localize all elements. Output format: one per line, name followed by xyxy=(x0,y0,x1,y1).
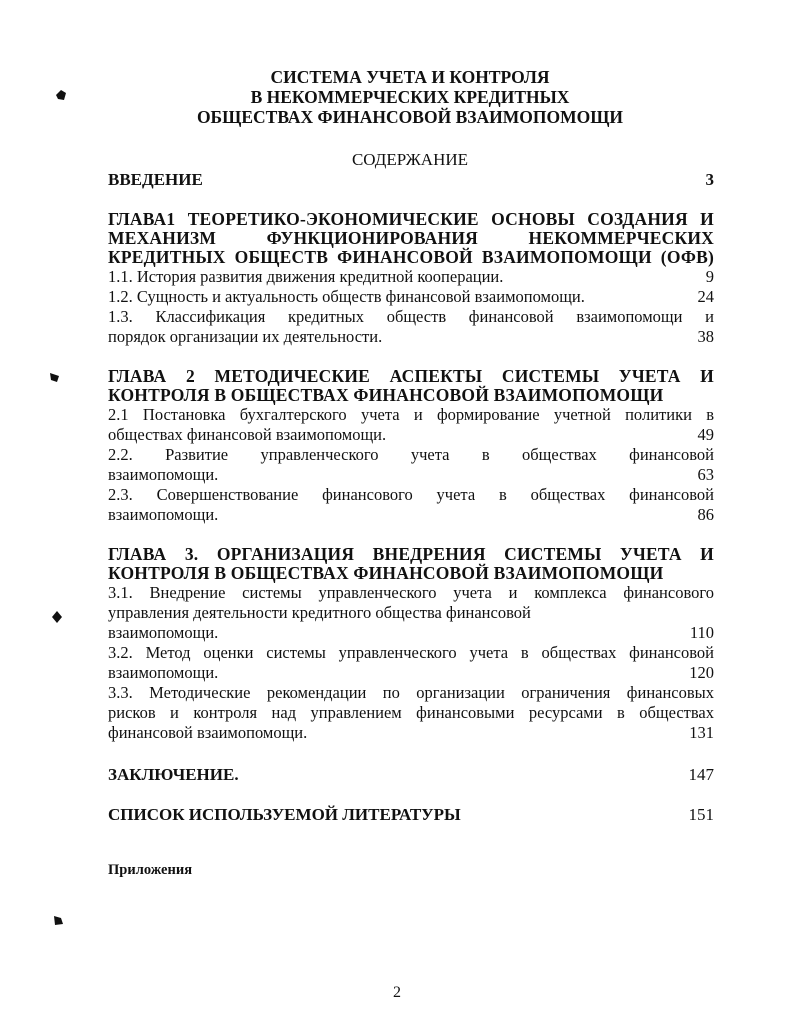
toc-page-number: 120 xyxy=(689,663,714,682)
chapter-title-line: КОНТРОЛЯ В ОБЩЕСТВАХ ФИНАНСОВОЙ ВЗАИМОПОМОЩИ xyxy=(108,385,664,405)
toc-references xyxy=(108,805,714,825)
toc-page-number: 3 xyxy=(705,170,714,189)
toc-label: 3.3. Методические рекомендации по организации ограничения финансовых xyxy=(108,683,714,702)
binder-hole-mark xyxy=(48,370,62,384)
binder-hole-mark xyxy=(50,610,64,624)
toc-label: обществах финансовой взаимопомощи. xyxy=(108,425,387,444)
toc-label: СПИСОК ИСПОЛЬЗУЕМОЙ ЛИТЕРАТУРЫ xyxy=(108,805,461,824)
toc-label: 2.3. Совершенствование финансового учета в обществах финансовой xyxy=(108,485,714,504)
document-title xyxy=(110,67,710,127)
toc-page-number: 38 xyxy=(697,327,714,346)
title-line: СИСТЕМА УЧЕТА И КОНТРОЛЯ xyxy=(270,67,550,87)
toc-introduction xyxy=(108,170,714,190)
title-line: ОБЩЕСТВАХ ФИНАНСОВОЙ ВЗАИМОПОМОЩИ xyxy=(196,107,624,127)
toc-section xyxy=(108,405,714,445)
toc-label: взаимопомощи. xyxy=(108,465,219,484)
toc-page-number: 147 xyxy=(688,765,714,784)
toc-section xyxy=(108,287,714,307)
chapter-title-line: ГЛАВА 2 МЕТОДИЧЕСКИЕ АСПЕКТЫ СИСТЕМЫ УЧЕТА И xyxy=(108,366,714,386)
toc-label: 2.2. Развитие управленческого учета в обществах финансовой xyxy=(108,445,714,464)
toc-label: 1.2. Сущность и актуальность обществ финансовой взаимопомощи. xyxy=(108,287,585,306)
toc-section xyxy=(108,683,714,743)
toc-label: 1.1. История развития движения кредитной кооперации. xyxy=(108,267,504,286)
toc-page-number: 63 xyxy=(697,465,714,484)
toc-page-number: 151 xyxy=(688,805,714,824)
toc-page-number: 86 xyxy=(697,505,714,524)
binder-hole-mark xyxy=(54,88,68,102)
toc-label: 3.2. Метод оценки системы управленческого учета в обществах финансовой xyxy=(108,643,714,662)
toc-label: взаимопомощи. xyxy=(108,505,219,524)
toc-label: управления деятельности кредитного общества финансовой xyxy=(108,603,531,622)
toc-section xyxy=(108,445,714,485)
binder-hole-mark xyxy=(51,913,65,927)
toc-section xyxy=(108,307,714,347)
toc-section xyxy=(108,267,714,287)
toc-page-number: 110 xyxy=(689,623,714,642)
toc-section xyxy=(108,485,714,525)
title-line: В НЕКОММЕРЧЕСКИХ КРЕДИТНЫХ xyxy=(250,87,570,107)
toc-section xyxy=(108,583,714,643)
toc-page-number: 49 xyxy=(697,425,714,444)
toc-label: 1.3. Классификация кредитных обществ финансовой взаимопомощи и xyxy=(108,307,714,326)
page-number: 2 xyxy=(393,984,401,1001)
chapter-title-line: КРЕДИТНЫХ ОБЩЕСТВ ФИНАНСОВОЙ ВЗАИМОПОМОЩИ (ОФВ) xyxy=(108,247,714,267)
chapter-title-line: КОНТРОЛЯ В ОБЩЕСТВАХ ФИНАНСОВОЙ ВЗАИМОПОМОЩИ xyxy=(108,563,664,583)
toc-label: 3.1. Внедрение системы управленческого учета и комплекса финансового xyxy=(108,583,714,602)
toc-page-number: 9 xyxy=(705,267,714,286)
chapter-1-title xyxy=(108,210,714,267)
toc-label: рисков и контроля над управлением финансовыми ресурсами в обществах xyxy=(108,703,714,722)
appendix-label: Приложения xyxy=(108,862,193,878)
toc-label: порядок организации их деятельности. xyxy=(108,327,383,346)
toc-label: 2.1 Постановка бухгалтерского учета и формирование учетной политики в xyxy=(108,405,714,424)
chapter-3-title xyxy=(108,545,714,583)
table-of-contents xyxy=(108,170,714,825)
chapter-title-line: МЕХАНИЗМ ФУНКЦИОНИРОВАНИЯ НЕКОММЕРЧЕСКИХ xyxy=(108,228,714,248)
chapter-title-line: ГЛАВА 3. ОРГАНИЗАЦИЯ ВНЕДРЕНИЯ СИСТЕМЫ УЧЕТА И xyxy=(108,544,714,564)
toc-label: взаимопомощи. xyxy=(108,663,219,682)
toc-page-number: 131 xyxy=(689,723,714,742)
chapter-title-line: ГЛАВА1 ТЕОРЕТИКО-ЭКОНОМИЧЕСКИЕ ОСНОВЫ СОЗДАНИЯ И xyxy=(108,209,714,229)
toc-section xyxy=(108,643,714,683)
toc-label: взаимопомощи. xyxy=(108,623,219,642)
chapter-2-title xyxy=(108,367,714,405)
toc-label: ЗАКЛЮЧЕНИЕ. xyxy=(108,765,239,784)
toc-page-number: 24 xyxy=(697,287,714,306)
toc-label: финансовой взаимопомощи. xyxy=(108,723,308,742)
contents-heading: СОДЕРЖАНИЕ xyxy=(351,150,469,169)
toc-conclusion xyxy=(108,765,714,785)
toc-label: ВВЕДЕНИЕ xyxy=(108,170,203,189)
